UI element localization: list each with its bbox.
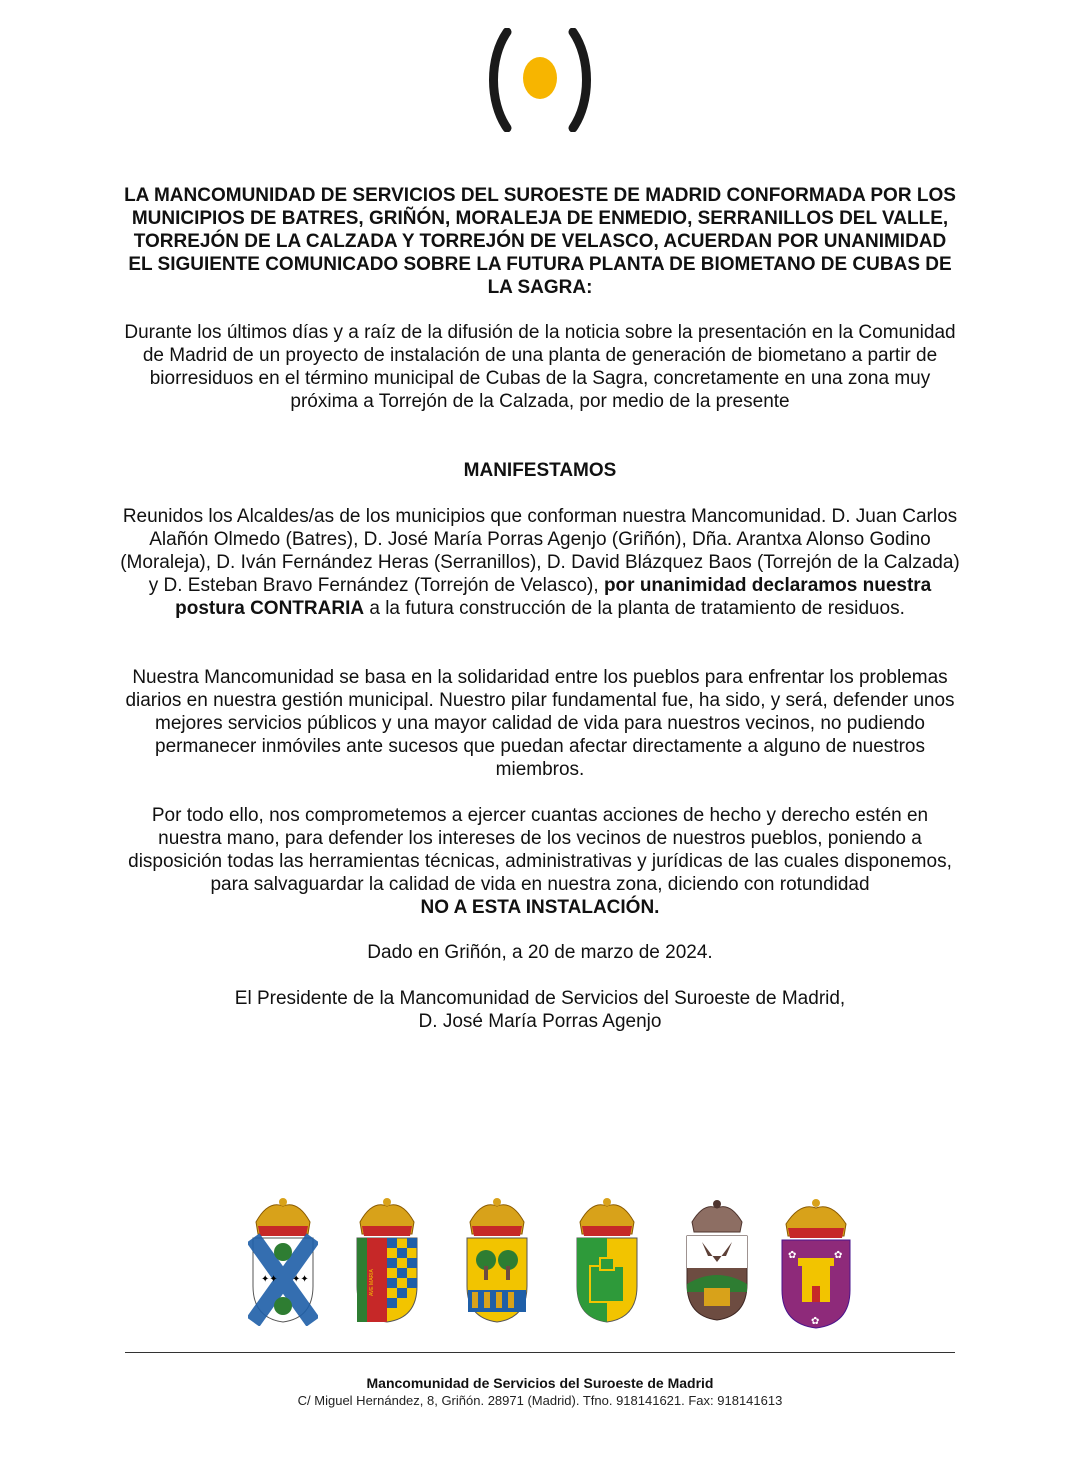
signature-block [120, 987, 960, 1033]
manifest-heading: MANIFESTAMOS [463, 460, 617, 481]
svg-text:✿: ✿ [834, 1250, 843, 1261]
paragraph-commitment-bold: NO A ESTA INSTALACIÓN. [420, 897, 660, 918]
paragraph-mayors-end: a la futura construcción de la planta de tratamiento de residuos. [364, 598, 905, 619]
paragraph-mayors-bold: por unanimidad declaramos nuestra postura CONTRARIA [175, 575, 932, 619]
paragraph-mayors [120, 505, 960, 620]
intro-paragraph: Durante los últimos días y a raíz de la difusión de la noticia sobre la presentación en la Comunidad de Madrid de un proyecto de instalación de una planta de generación de biometano a partir de biorresiduos en el término municipal de Cubas de la Sagra, concretamente en una zona muy próxima a Torrejón de la Calzada, por medio de la presente [124, 322, 956, 412]
paragraph-mayors-text: Reunidos los Alcaldes/as de los municipios que conforman nuestra Mancomunidad. D. Juan Carlos Alañón Olmedo (Batres), D. José María Porras Agenjo (Griñón), Dña. Arantxa Alonso Godino (Moraleja), D. Iván Fernández Heras (Serranillos), D. David Blázquez Baos (Torrejón de la Calzada) y D. Esteban Bravo Fernández (Torrejón de Velasco), [120, 506, 960, 596]
svg-text:✿: ✿ [811, 1316, 820, 1327]
grinon-coat-of-arms-icon [352, 1196, 422, 1326]
document-title: LA MANCOMUNIDAD DE SERVICIOS DEL SUROESTE DE MADRID CONFORMADA POR LOS MUNICIPIOS DE BATRES, GRIÑÓN, MORALEJA DE ENMEDIO, SERRANILLOS DEL VALLE, TORREJÓN DE LA CALZADA Y TORREJÓN DE VELASCO, ACUERDAN POR UNANIMIDAD EL SIGUIENTE COMUNICADO SOBRE LA FUTURA PLANTA DE BIOMETANO DE CUBAS DE LA SAGRA: [124, 185, 956, 298]
moraleja-coat-of-arms-icon [462, 1196, 532, 1326]
municipal-shields-row [0, 1196, 1080, 1336]
paragraph-commitment-text: Por todo ello, nos comprometemos a ejercer cuantas acciones de hecho y derecho estén en nuestra mano, para defender los intereses de los vecinos de nuestros pueblos, poniendo a disposición todas las herramientas técnicas, administrativas y jurídicas de las cuales disponemos, para salvaguardar la calidad de vida en nuestra zona, diciendo con rotundidad [128, 805, 952, 895]
date-line: Dado en Griñón, a 20 de marzo de 2024. [367, 942, 713, 963]
torrejon-velasco-coat-of-arms-icon [778, 1196, 854, 1332]
serranillos-coat-of-arms-icon [572, 1196, 642, 1326]
signature-title: El Presidente de la Mancomunidad de Servicios del Suroeste de Madrid, [234, 988, 846, 1009]
svg-text:✿: ✿ [788, 1250, 797, 1261]
orange-dot-in-parentheses-logo [485, 28, 595, 132]
svg-text:✦✦: ✦✦ [261, 1274, 278, 1285]
torrejon-calzada-coat-of-arms-icon [682, 1196, 752, 1326]
svg-text:✦✦: ✦✦ [292, 1274, 309, 1285]
signature-name: D. José María Porras Agenjo [418, 1011, 662, 1032]
footer-divider [125, 1352, 955, 1353]
paragraph-commitment [120, 804, 960, 919]
batres-coat-of-arms-icon [248, 1196, 318, 1326]
footer-address: C/ Miguel Hernández, 8, Griñón. 28971 (Madrid). Tfno. 918141621. Fax: 918141613 [297, 1393, 783, 1408]
paragraph-solidarity: Nuestra Mancomunidad se basa en la solidaridad entre los pueblos para enfrentar los problemas diarios en nuestra gestión municipal. Nuestro pilar fundamental fue, ha sido, y será, defender unos mejores servicios públicos y una mayor calidad de vida para nuestros vecinos, no pudiendo permanecer inmóviles ante sucesos que puedan afectar directamente a alguno de nuestros miembros. [125, 667, 955, 780]
grinon-motto: AVE MARIA [369, 1269, 375, 1296]
footer-organization: Mancomunidad de Servicios del Suroeste de Madrid [366, 1375, 714, 1391]
